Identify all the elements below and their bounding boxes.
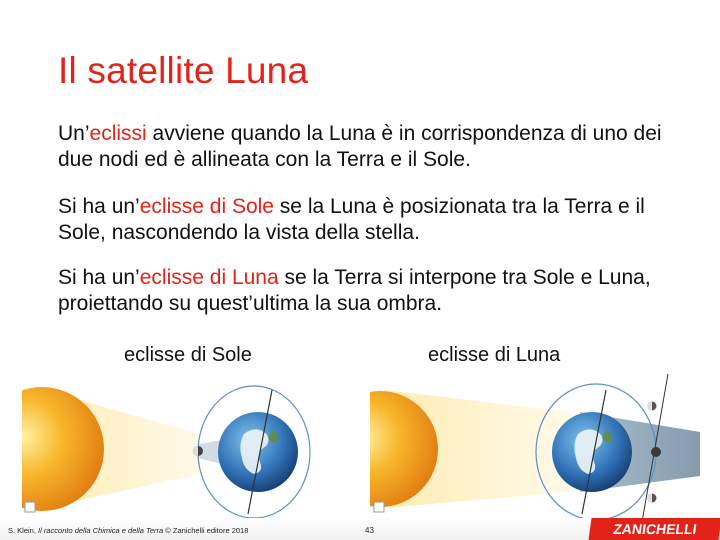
paragraph-eclisse-sole	[58, 194, 678, 246]
slide-title: Il satellite Luna	[58, 50, 309, 91]
paragraph-eclisse-luna	[58, 265, 678, 317]
moon-eclipsed-icon	[651, 447, 661, 457]
p3-pre: Si ha un’	[58, 266, 140, 289]
p1-post: avviene quando la Luna è in corrispondenza di uno dei due nodi ed è allineata con la Terra e il Sole.	[58, 122, 662, 171]
credit-book: Il racconto della Chimica e della Terra	[38, 526, 164, 535]
footer-credit	[8, 526, 248, 535]
moon-after-lit	[648, 494, 653, 503]
caption-eclisse-sole: eclisse di Sole	[124, 344, 252, 366]
credit-author: S. Klein,	[8, 526, 39, 535]
moon-before-lit	[648, 402, 652, 411]
solar-eclipse-illustration	[22, 372, 340, 524]
publisher-logo: ZANICHELLI	[588, 518, 720, 540]
p2-post: se la Luna è posizionata tra la Terra e il Sole, nascondendo la vista della stella.	[58, 195, 645, 244]
credit-rest: © Zanichelli editore 2018	[163, 526, 249, 535]
highlight-eclisse-luna: eclisse di Luna	[139, 266, 279, 289]
p3-post: se la Terra si interpone tra Sole e Luna, proiettando su quest’ultima la sua ombra.	[58, 266, 651, 315]
highlight-eclisse-sole: eclisse di Sole	[139, 195, 274, 218]
lunar-eclipse-illustration	[370, 372, 700, 524]
caption-eclisse-luna: eclisse di Luna	[428, 344, 561, 366]
p2-pre: Si ha un’	[58, 195, 140, 218]
page-number: 43	[365, 526, 374, 535]
corner-box	[25, 502, 35, 512]
p1-pre: Un’	[58, 122, 90, 145]
highlight-eclissi: eclissi	[89, 122, 147, 145]
paragraph-eclissi	[58, 121, 678, 173]
corner-box	[374, 502, 384, 512]
